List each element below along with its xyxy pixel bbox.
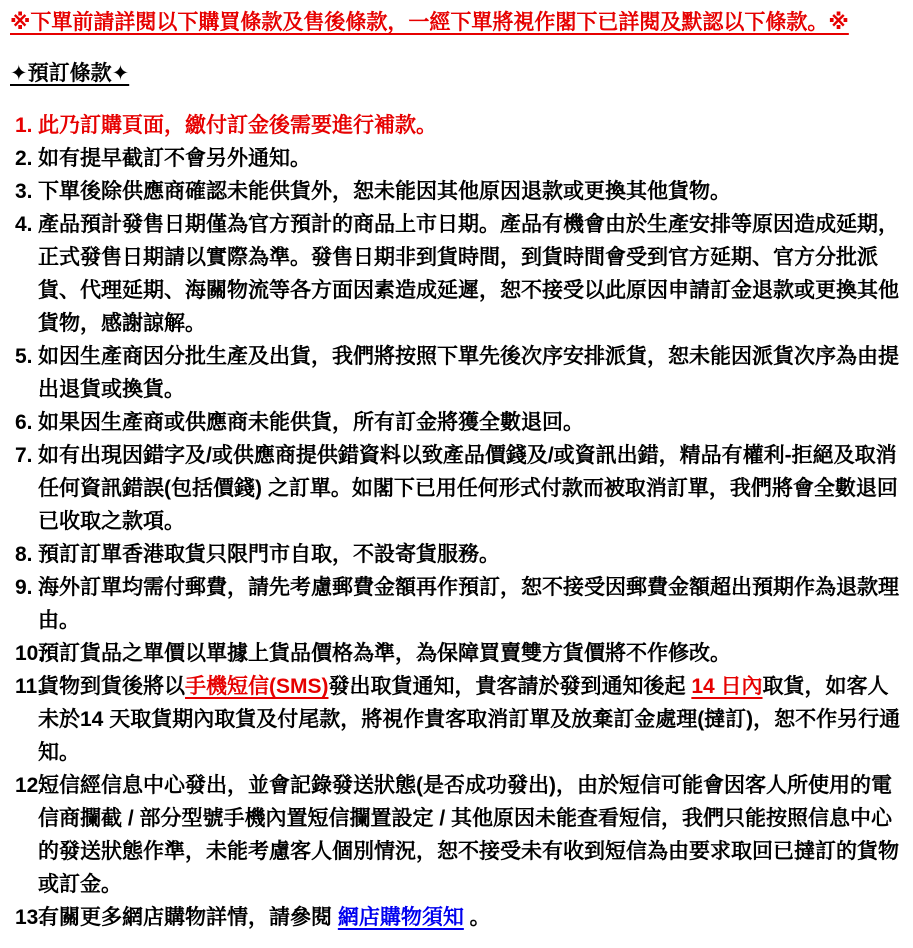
term-number: 2. <box>15 147 33 170</box>
term-text-segment: 如有出現因錯字及/或供應商提供錯資料以致產品價錢及/或資訊出錯，精品有權利-拒絕及取消任何資訊錯誤(包括價錢) 之訂單。如閣下已用任何形式付款而被取消訂單，我們將會全數退回已收取之款項。 <box>38 444 898 533</box>
term-item <box>10 769 903 901</box>
term-number: 7. <box>15 444 33 467</box>
term-number: 11. <box>15 675 44 698</box>
term-text <box>38 213 899 335</box>
term-item <box>10 142 903 175</box>
term-number: 10. <box>15 642 45 665</box>
term-text-segment: 發出取貨通知，貴客請於發到通知後起 <box>328 675 692 698</box>
term-item <box>10 571 903 637</box>
term-text-segment: 預訂貨品之單價以單據上貨品價格為準，為保障買賣雙方貨價將不作修改。 <box>38 642 731 665</box>
term-item <box>10 637 903 670</box>
term-text-segment: 如果因生產商或供應商未能供貨，所有訂金將獲全數退回。 <box>38 411 584 434</box>
store-shopping-guide-link[interactable]: 網店購物須知 <box>337 906 464 929</box>
term-number: 1. <box>15 114 33 137</box>
term-text <box>38 444 898 533</box>
term-text-segment: 如有提早截訂不會另外通知。 <box>38 147 311 170</box>
preorder-terms-heading: ✦預訂條款✦ <box>10 62 130 85</box>
term-text <box>38 576 899 632</box>
term-text-segment: 如因生產商因分批生產及出貨，我們將按照下單先後次序安排派貨，恕未能因派貨次序為由提出退貨或換貨。 <box>38 345 899 401</box>
term-item <box>10 670 903 769</box>
term-text-segment: 海外訂單均需付郵費，請先考慮郵費金額再作預訂，恕不接受因郵費金額超出預期作為退款理由。 <box>38 576 899 632</box>
term-item <box>10 340 903 406</box>
term-text <box>38 180 731 203</box>
term-item <box>10 109 903 142</box>
term-text <box>38 906 491 929</box>
term-number: 5. <box>15 345 33 368</box>
term-text-segment: 產品預計發售日期僅為官方預計的商品上市日期。產品有機會由於生產安排等原因造成延期，正式發售日期請以實際為準。發售日期非到貨時間，到貨時間會受到官方延期、官方分批派貨、代理延期、海關物流等各方面因素造成延遲，恕不接受以此原因申請訂金退款或更換其他貨物，感謝諒解。 <box>38 213 899 335</box>
term-text-segment: 下單後除供應商確認未能供貨外，恕未能因其他原因退款或更換其他貨物。 <box>38 180 731 203</box>
term-number: 6. <box>15 411 33 434</box>
term-text <box>38 345 899 401</box>
sms-notice-highlight: 手機短信(SMS) <box>185 675 329 698</box>
pickup-deadline-highlight: 14 日內 <box>691 675 763 698</box>
term-item <box>10 208 903 340</box>
term-text <box>38 642 731 665</box>
term-text-segment: 短信經信息中心發出，並會記錄發送狀態(是否成功發出)，由於短信可能會因客人所使用的電信商攔截 / 部分型號手機內置短信攔置設定 / 其他原因未能查看短信，我們只能按照信息中心的發送狀態作準，未能考慮客人個別情況，恕不接受未有收到短信為由要求取回已撻訂的貨物或訂金。 <box>38 774 899 896</box>
term-number: 9. <box>15 576 33 599</box>
term-text <box>38 543 500 566</box>
term-item <box>10 901 903 934</box>
term-item <box>10 406 903 439</box>
term-text-segment: 預訂訂單香港取貨只限門市自取，不設寄貨服務。 <box>38 543 500 566</box>
term-text <box>38 411 584 434</box>
term-item <box>10 439 903 538</box>
term-item <box>10 538 903 571</box>
term-number: 13. <box>15 906 45 929</box>
term-number: 8. <box>15 543 33 566</box>
term-item <box>10 175 903 208</box>
purchase-notice-banner: ※下單前請詳閱以下購買條款及售後條款，一經下單將視作閣下已詳閱及默認以下條款。※ <box>10 11 849 34</box>
term-text-segment: 貨物到貨後將以 <box>38 675 185 698</box>
terms-list <box>10 109 903 934</box>
term-number: 4. <box>15 213 33 236</box>
term-text <box>38 147 311 170</box>
term-text <box>38 774 899 896</box>
term-text <box>38 675 900 764</box>
term-text-segment: 有關更多網店購物詳情，請參閱 <box>38 906 338 929</box>
term-number: 3. <box>15 180 33 203</box>
term-text-segment: 此乃訂購頁面，繳付訂金後需要進行補款。 <box>38 114 437 137</box>
term-text-segment: 。 <box>463 906 491 929</box>
term-text <box>38 114 437 137</box>
term-text-segment: 取貨，如客人未於14 天取貨期內取貨及付尾款，將視作貴客取消訂單及放棄訂金處理(撻訂)，恕不作另行通知。 <box>38 675 901 764</box>
term-number: 12. <box>15 774 45 797</box>
